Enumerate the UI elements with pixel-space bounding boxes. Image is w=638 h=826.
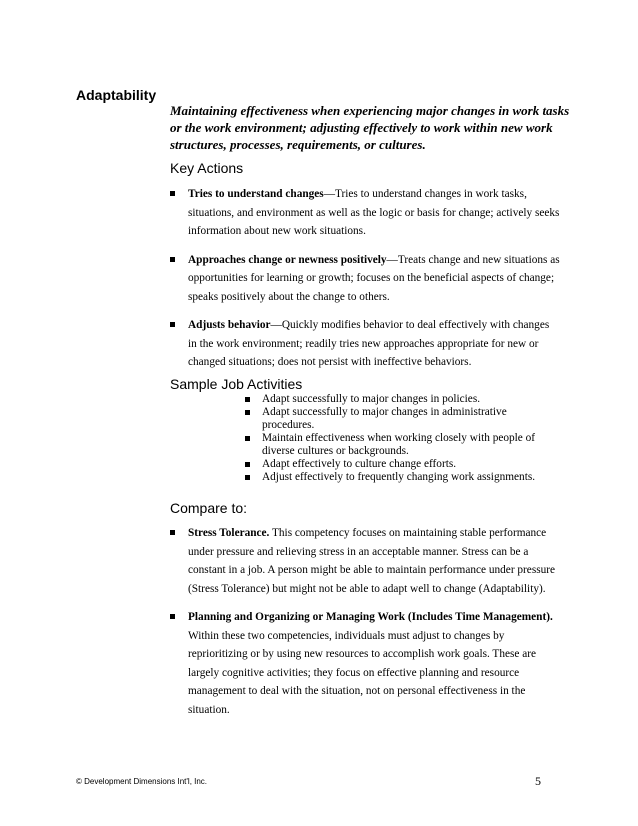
key-action-item <box>170 251 560 307</box>
compare-item <box>170 524 560 598</box>
square-bullet-icon <box>170 322 175 327</box>
key-action-item <box>170 316 560 372</box>
activity-item <box>244 432 554 458</box>
key-actions-list <box>170 185 560 382</box>
compare-title: Stress Tolerance. <box>188 527 270 539</box>
compare-text: Within these two competencies, individuals must adjust to changes by reprioritizing or by using new resources to accomplish work goals. These are largely cognitive activities; they focus on effective planning and resource management to deal with the situation, not on personal effectiveness in the situation. <box>188 629 537 716</box>
square-bullet-icon <box>245 410 250 415</box>
square-bullet-icon <box>170 614 175 619</box>
competency-definition: Maintaining effectiveness when experiencing major changes in work tasks or the work environment; adjusting effectively to work within new work structures, processes, requirements, or cultures. <box>170 103 570 152</box>
activity-item <box>244 471 554 484</box>
activity-item <box>244 406 554 432</box>
square-bullet-icon <box>245 436 250 441</box>
footer-copyright: © Development Dimensions Int'l, Inc. <box>76 777 208 786</box>
compare-title: Planning and Organizing or Managing Work (Includes Time Management). <box>188 611 553 623</box>
key-action-title: Tries to understand changes <box>188 188 324 200</box>
key-action-text: —Tries to understand changes in work tasks, situations, and environment as well as the logic or basis for change; actively seeks information about new work situations. <box>188 188 560 237</box>
key-action-text: —Quickly modifies behavior to deal effectively with changes in the work environment; readily tries new approaches appropriate for new or changed situations; does not persist with ineffective behaviors. <box>188 319 550 368</box>
activity-text: Adjust effectively to frequently changing work assignments. <box>262 471 536 483</box>
square-bullet-icon <box>170 257 175 262</box>
square-bullet-icon <box>170 191 175 196</box>
page-number: 5 <box>535 774 541 788</box>
square-bullet-icon <box>245 475 250 480</box>
key-actions-heading: Key Actions <box>170 160 244 176</box>
activity-text: Adapt successfully to major changes in policies. <box>262 393 481 405</box>
activity-item <box>244 458 554 471</box>
compare-item <box>170 608 560 719</box>
activity-text: Adapt successfully to major changes in administrative procedures. <box>262 406 507 431</box>
sample-activities-heading: Sample Job Activities <box>170 376 303 392</box>
compare-text: This competency focuses on maintaining stable performance under pressure and relieving stress in an acceptable manner. Stress can be a constant in a job. A person might be able to maintain performance under pressure (Stress Tolerance) but might not be able to adapt well to change (Adaptability). <box>188 527 556 595</box>
activity-text: Adapt effectively to culture change efforts. <box>262 458 457 470</box>
key-action-title: Adjusts behavior <box>188 319 271 331</box>
activity-item <box>244 393 554 406</box>
square-bullet-icon <box>245 462 250 467</box>
compare-heading: Compare to: <box>170 500 248 516</box>
key-action-item <box>170 185 560 241</box>
page-title: Adaptability <box>76 87 157 103</box>
square-bullet-icon <box>245 397 250 402</box>
sample-activities-list <box>244 393 554 484</box>
square-bullet-icon <box>170 530 175 535</box>
activity-text: Maintain effectiveness when working closely with people of diverse cultures or backgrounds. <box>262 432 536 457</box>
key-action-title: Approaches change or newness positively <box>188 253 387 266</box>
key-action-text: —Treats change and new situations as opportunities for learning or growth; focuses on the beneficial aspects of change; speaks positively about the change to others. <box>188 253 560 303</box>
compare-list <box>170 524 560 729</box>
